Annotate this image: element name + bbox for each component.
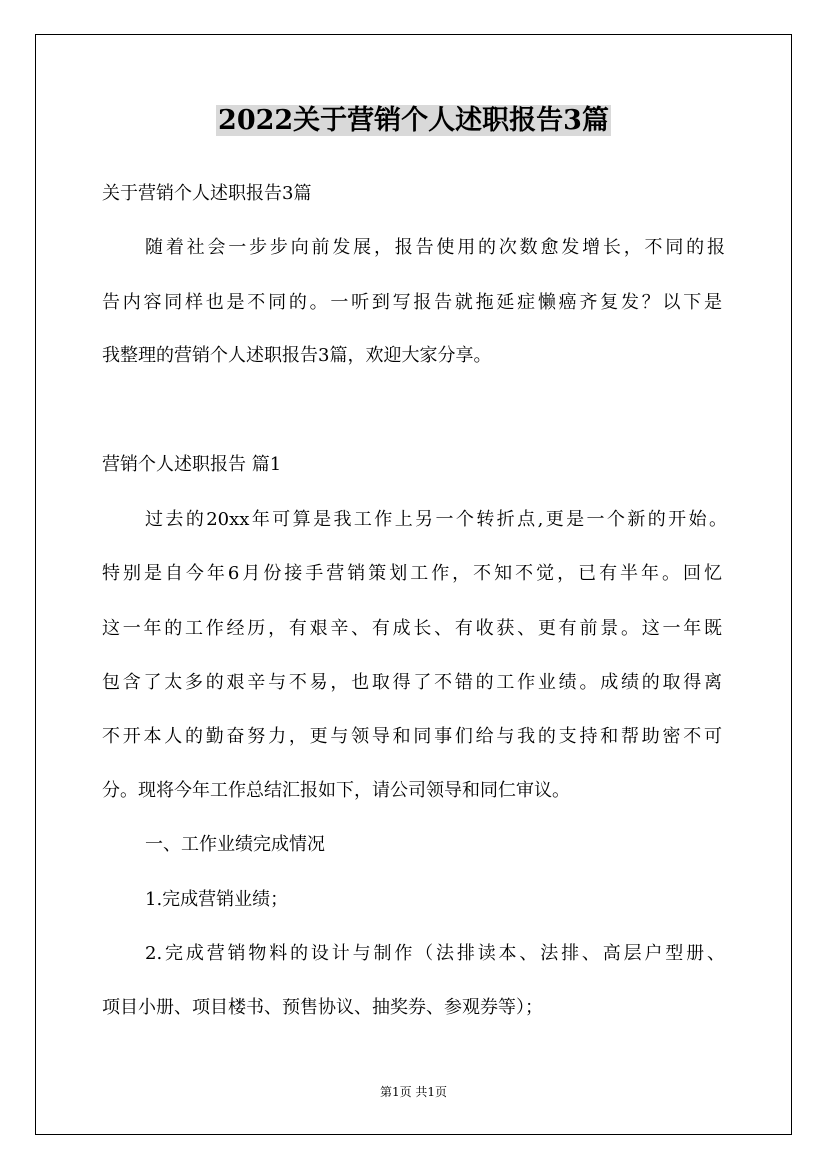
document-subtitle: 关于营销个人述职报告3篇: [102, 183, 312, 204]
item-2-line-1: 2.完成营销物料的设计与制作（法排读本、法排、高层户型册、: [145, 943, 725, 964]
document-title-text: 2022关于营销个人述职报告3篇: [218, 105, 609, 136]
intro-line-3: 我整理的营销个人述职报告3篇，欢迎大家分享。: [102, 345, 492, 366]
section-heading: 营销个人述职报告 篇1: [102, 454, 282, 475]
intro-line-2: 告内容同样也是不同的。一听到写报告就拖延症懒癌齐复发？以下是: [102, 292, 722, 313]
item-1: 1.完成营销业绩；: [145, 889, 289, 910]
document-title: [0, 103, 827, 139]
body-line-5: 不开本人的勤奋努力，更与领导和同事们给与我的支持和帮助密不可: [102, 726, 722, 747]
body-line-1: 过去的20xx年可算是我工作上另一个转折点,更是一个新的开始。: [145, 509, 727, 530]
body-line-6: 分。现将今年工作总结汇报如下，请公司领导和同仁审议。: [102, 780, 570, 801]
intro-line-1: 随着社会一步步向前发展，报告使用的次数愈发增长，不同的报: [145, 237, 725, 258]
body-line-2: 特别是自今年6月份接手营销策划工作，不知不觉，已有半年。回忆: [102, 563, 722, 584]
body-line-4: 包含了太多的艰辛与不易，也取得了不错的工作业绩。成绩的取得离: [102, 672, 722, 693]
page-footer: 第1页 共1页: [379, 1085, 448, 1099]
item-heading: 一、工作业绩完成情况: [145, 834, 325, 855]
item-2-line-2: 项目小册、项目楼书、预售协议、抽奖券、参观券等）；: [102, 997, 543, 1018]
body-line-3: 这一年的工作经历，有艰辛、有成长、有收获、更有前景。这一年既: [102, 618, 722, 639]
